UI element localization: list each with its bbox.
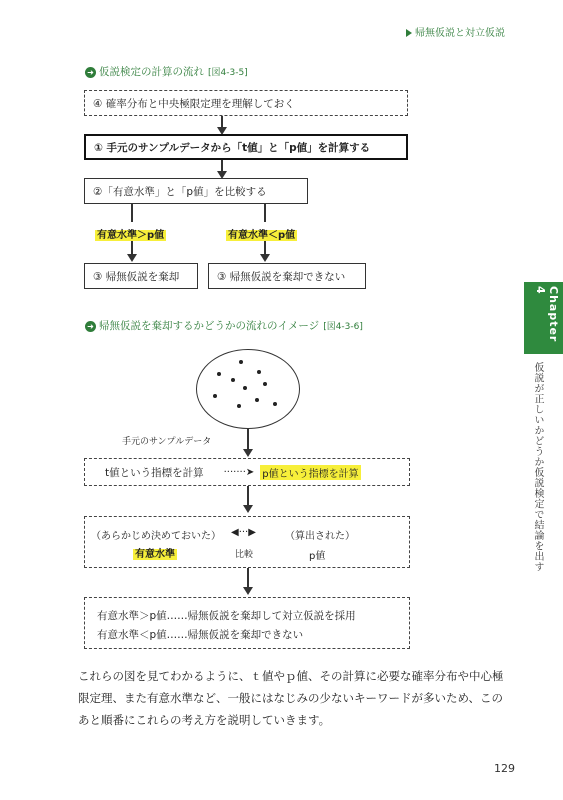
connector — [264, 241, 266, 255]
data-point — [239, 360, 243, 364]
figure2-title-text: 帰無仮説を棄却するかどうかの流れのイメージ — [99, 320, 320, 332]
dotted-arrow-icon: ·······➤ — [223, 466, 255, 478]
flow-step-2-text: ②「有意水準」と「p値」を比較する — [93, 185, 267, 198]
figure1-ref: [図4-3-5] — [208, 68, 248, 78]
condition-left — [95, 226, 166, 241]
triangle-icon — [406, 29, 412, 37]
compare-right-value: p値 — [309, 551, 326, 562]
condition-left-text: 有意水準＞p値 — [97, 230, 165, 241]
calc-box — [84, 458, 410, 486]
condition-right-text: 有意水準＜p値 — [228, 230, 296, 241]
condition-right — [226, 226, 297, 241]
data-point — [217, 372, 221, 376]
flow-result-accept-text: ③ 帰無仮説を棄却できない — [217, 270, 346, 283]
compare-left-value-text: 有意水準 — [135, 549, 175, 560]
body-paragraph: これらの図を見てわかるように、ｔ値やｐ値、その計算に必要な確率分布や中心極限定理、また有意水準など、一般にはなじみの少ないキーワードが多いため、このあと順番にこれらの考え方を説明していきます。 — [78, 669, 504, 727]
chapter-side-title: 仮説が正しいかどうか仮説検定で結論を出す — [532, 362, 543, 572]
flow-step-prereq-text: ④ 確率分布と中央極限定理を理解しておく — [93, 97, 295, 110]
data-point — [255, 398, 259, 402]
data-point — [213, 394, 217, 398]
page-number: 129 — [494, 762, 515, 775]
data-point — [243, 386, 247, 390]
connector — [247, 428, 249, 450]
data-point — [263, 382, 267, 386]
chapter-tab-label: Chapter 4 — [534, 286, 560, 343]
conclusion-box — [84, 597, 410, 649]
connector — [131, 204, 133, 222]
data-point — [273, 402, 277, 406]
flow-step-2 — [84, 178, 308, 204]
chapter-tab — [524, 282, 563, 354]
compare-mid-label: 比較 — [235, 550, 254, 560]
running-header — [406, 24, 505, 39]
flow-result-reject-text: ③ 帰無仮説を棄却 — [93, 270, 180, 283]
connector — [247, 486, 249, 506]
sample-data-label: 手元のサンプルデータ — [122, 437, 212, 447]
data-point — [237, 404, 241, 408]
sample-data-circle — [196, 349, 300, 429]
arrow-down-icon — [127, 254, 137, 262]
calc-t-text: t値という指標を計算 — [105, 466, 204, 479]
figure1-title — [85, 64, 248, 79]
arrow-down-icon — [260, 254, 270, 262]
compare-left-value — [133, 545, 177, 560]
flow-result-reject — [84, 263, 198, 289]
connector — [131, 241, 133, 255]
connector — [247, 568, 249, 588]
figure2-ref: [図4-3-6] — [323, 322, 363, 332]
data-point — [231, 378, 235, 382]
compare-left-label: （あらかじめ決めておいた） — [91, 531, 221, 542]
arrow-circle-icon: ➜ — [85, 321, 96, 332]
flow-step-prereq — [84, 90, 408, 116]
running-header-text: 帰無仮説と対立仮説 — [415, 28, 505, 39]
flow-result-accept — [208, 263, 366, 289]
figure2-title — [85, 318, 363, 333]
double-arrow-icon: ◀···▶ — [231, 527, 256, 538]
flow-step-1-text: ① 手元のサンプルデータから「t値」と「p値」を計算する — [94, 141, 371, 154]
connector — [264, 204, 266, 222]
conclusion-line-1: 有意水準＞p値……帰無仮説を棄却して対立仮説を採用 — [97, 610, 356, 622]
conclusion-line-2: 有意水準＜p値……帰無仮説を棄却できない — [97, 629, 304, 641]
compare-box — [84, 516, 410, 568]
arrow-circle-icon: ➜ — [85, 67, 96, 78]
arrow-down-icon — [243, 505, 253, 513]
data-point — [257, 370, 261, 374]
compare-right-label: （算出された） — [285, 531, 355, 542]
arrow-down-icon — [243, 449, 253, 457]
arrow-down-icon — [243, 587, 253, 595]
flow-step-1 — [84, 134, 408, 160]
figure1-title-text: 仮説検定の計算の流れ — [99, 66, 204, 78]
calc-p-text: p値という指標を計算 — [260, 465, 360, 480]
